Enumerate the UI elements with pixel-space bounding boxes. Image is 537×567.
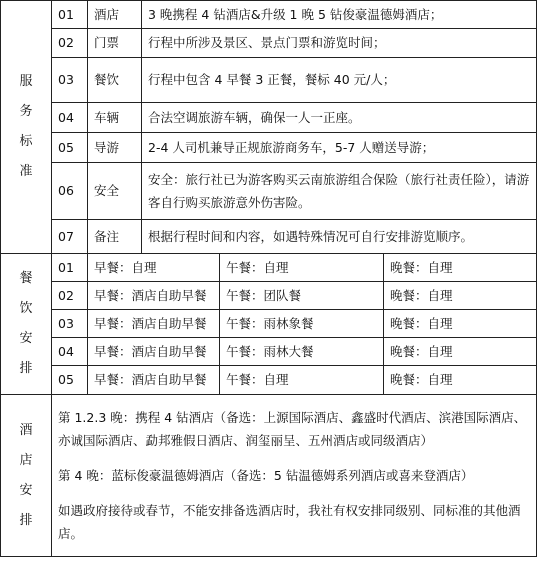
service-name: 车辆 xyxy=(88,103,142,133)
meal-row xyxy=(1,310,537,338)
meal-dinner: 晚餐：自理 xyxy=(384,282,537,310)
service-desc: 合法空调旅游车辆，确保一人一正座。 xyxy=(142,103,537,133)
row-number: 06 xyxy=(52,163,88,220)
meal-row xyxy=(1,366,537,395)
service-desc: 行程中所涉及景区、景点门票和游览时间； xyxy=(142,29,537,58)
service-row xyxy=(1,103,537,133)
meal-lunch: 午餐：团队餐 xyxy=(220,282,384,310)
meal-lunch: 午餐：自理 xyxy=(220,366,384,395)
service-row xyxy=(1,29,537,58)
service-name: 餐饮 xyxy=(88,58,142,103)
meal-breakfast: 早餐：酒店自助早餐 xyxy=(88,366,220,395)
meal-lunch: 午餐：雨林大餐 xyxy=(220,338,384,366)
row-number: 01 xyxy=(52,1,88,29)
service-desc: 根据行程时间和内容，如遇特殊情况可自行安排游览顺序。 xyxy=(142,220,537,254)
service-desc: 行程中包含 4 早餐 3 正餐，餐标 40 元/人； xyxy=(142,58,537,103)
service-row xyxy=(1,220,537,254)
service-section-title: 服 务 标 准 xyxy=(1,1,52,254)
row-number: 07 xyxy=(52,220,88,254)
service-row xyxy=(1,58,537,103)
row-number: 03 xyxy=(52,58,88,103)
meal-row xyxy=(1,282,537,310)
hotel-paragraph: 第 4 晚：蓝标俊豪温德姆酒店（备选：5 钻温德姆系列酒店或喜来登酒店） xyxy=(58,468,474,483)
service-name: 安全 xyxy=(88,163,142,220)
row-number: 04 xyxy=(52,103,88,133)
service-name: 门票 xyxy=(88,29,142,58)
row-number: 04 xyxy=(52,338,88,366)
meal-row xyxy=(1,338,537,366)
meal-dinner: 晚餐：自理 xyxy=(384,366,537,395)
meal-dinner: 晚餐：自理 xyxy=(384,254,537,282)
row-number: 02 xyxy=(52,29,88,58)
meal-dinner: 晚餐：自理 xyxy=(384,338,537,366)
row-number: 02 xyxy=(52,282,88,310)
row-number: 05 xyxy=(52,366,88,395)
service-row xyxy=(1,133,537,163)
hotel-section-title: 酒 店 安 排 xyxy=(1,395,52,557)
meal-row xyxy=(1,254,537,282)
meal-breakfast: 早餐：酒店自助早餐 xyxy=(88,338,220,366)
service-name: 备注 xyxy=(88,220,142,254)
service-name: 酒店 xyxy=(88,1,142,29)
hotel-row xyxy=(1,395,537,557)
meal-breakfast: 早餐：自理 xyxy=(88,254,220,282)
row-number: 03 xyxy=(52,310,88,338)
hotel-paragraph: 第 1.2.3 晚：携程 4 钻酒店（备选：上源国际酒店、鑫盛时代酒店、滨港国际酒店、亦诚国际酒店、勐邦雅假日酒店、润玺丽呈、五州酒店或同级酒店） xyxy=(58,410,527,448)
meal-breakfast: 早餐：酒店自助早餐 xyxy=(88,310,220,338)
meal-lunch: 午餐：雨林象餐 xyxy=(220,310,384,338)
meal-breakfast: 早餐：酒店自助早餐 xyxy=(88,282,220,310)
service-name: 导游 xyxy=(88,133,142,163)
meal-dinner: 晚餐：自理 xyxy=(384,310,537,338)
service-desc: 3 晚携程 4 钻酒店&升级 1 晚 5 钻俊豪温德姆酒店； xyxy=(142,1,537,29)
meal-lunch: 午餐：自理 xyxy=(220,254,384,282)
service-row xyxy=(1,163,537,220)
row-number: 01 xyxy=(52,254,88,282)
service-desc: 2-4 人司机兼导正规旅游商务车，5-7 人赠送导游； xyxy=(142,133,537,163)
hotel-paragraph: 如遇政府接待或春节，不能安排备选酒店时，我社有权安排同级别、同标准的其他酒店。 xyxy=(58,503,521,541)
hotel-arrangement xyxy=(52,395,537,557)
service-desc: 安全：旅行社已为游客购买云南旅游组合保险（旅行社责任险），请游客自行购买旅游意外伤害险。 xyxy=(142,163,537,220)
service-row xyxy=(1,1,537,29)
meals-section-title: 餐 饮 安 排 xyxy=(1,254,52,395)
row-number: 05 xyxy=(52,133,88,163)
